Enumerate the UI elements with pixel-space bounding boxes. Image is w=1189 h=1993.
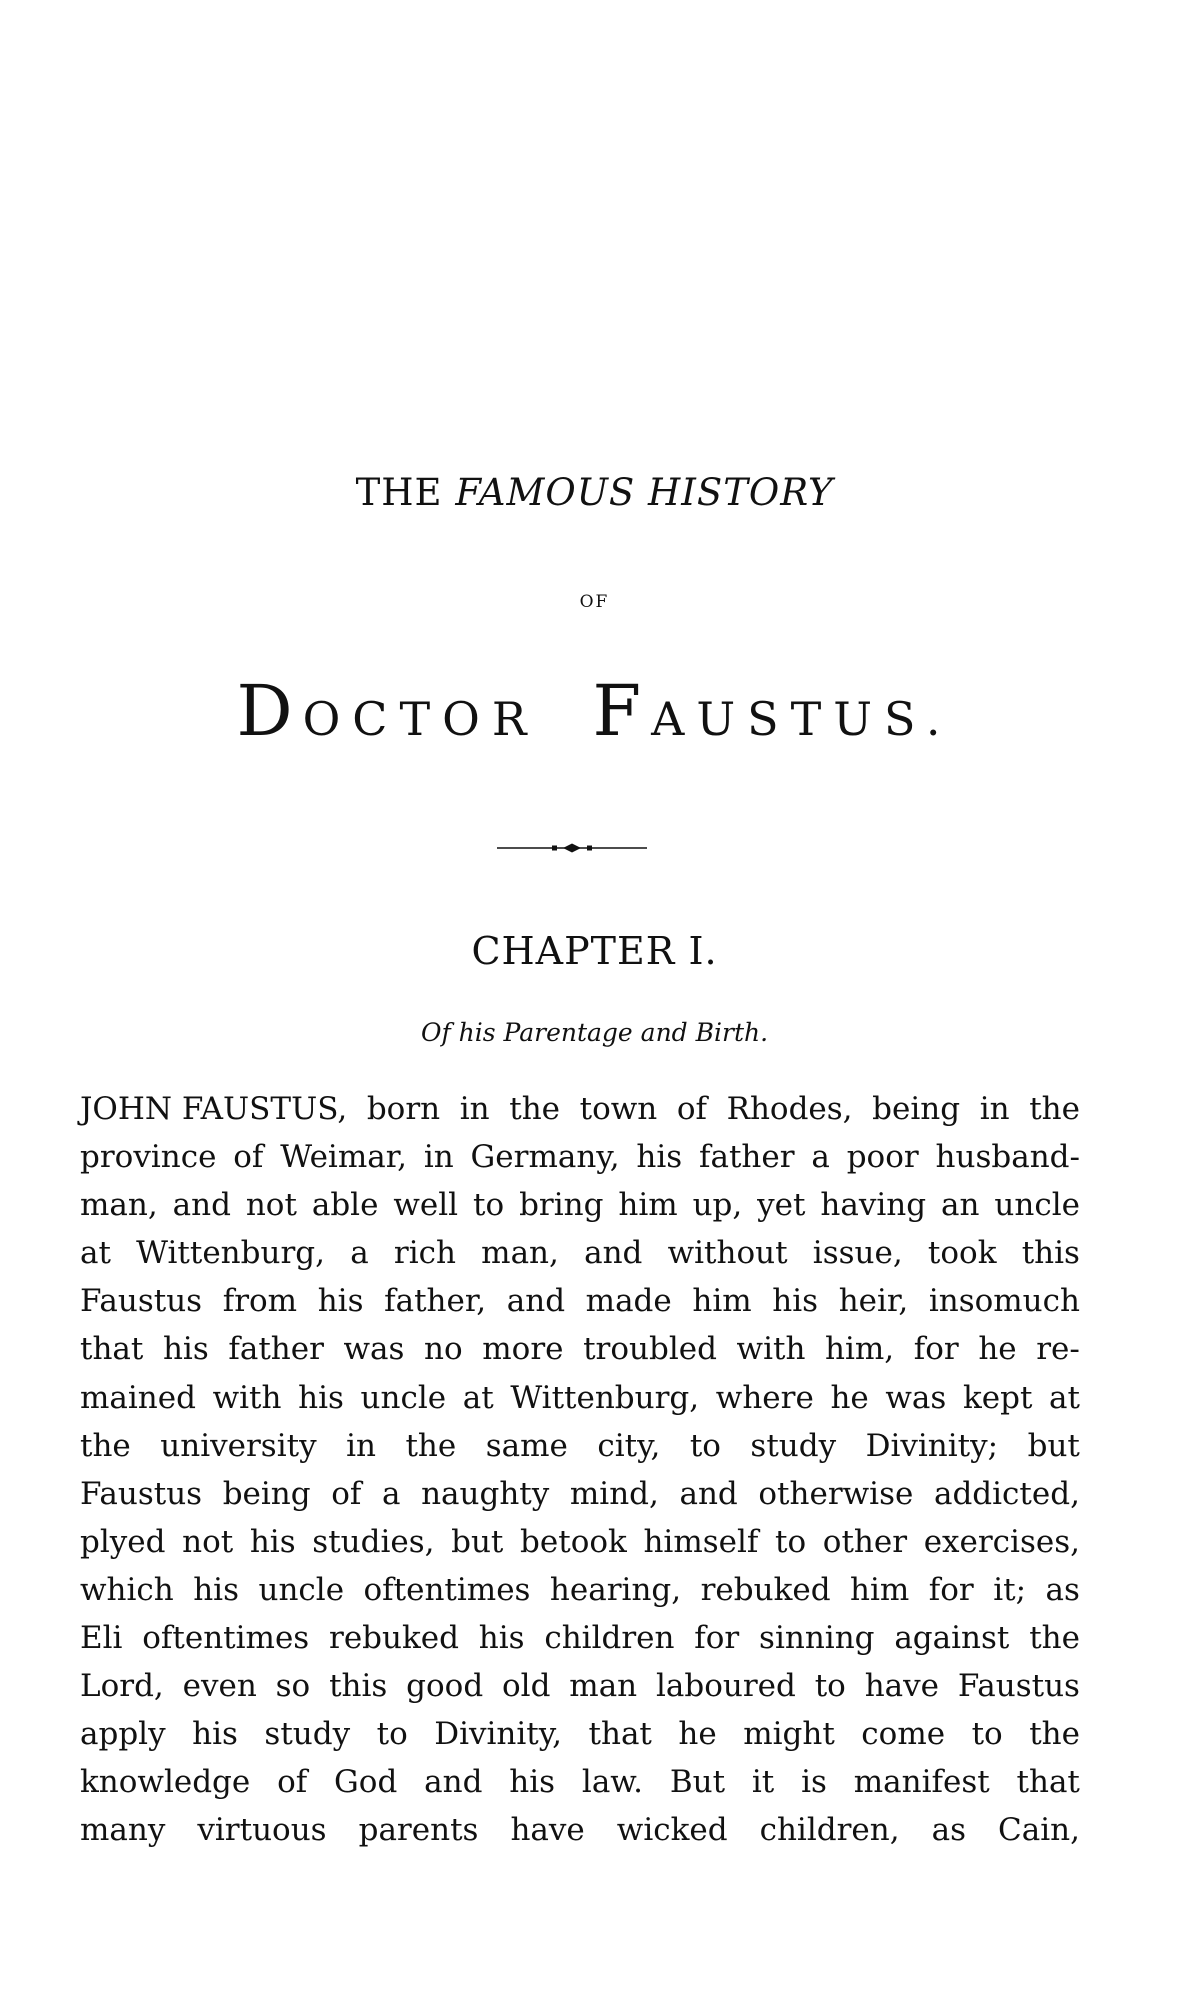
body-word: the [1029,1620,1080,1657]
body-word: Wittenburg, [510,1379,700,1416]
body-word: with [736,1331,806,1368]
body-word: his [317,1283,364,1320]
title-connector-of: OF [579,592,610,612]
body-word: against [894,1620,1010,1657]
body-word: manifest [853,1764,990,1801]
body-word: in [459,1091,490,1127]
body-word: man, [481,1235,559,1272]
body-word: father, [384,1283,487,1320]
body-word: being [222,1475,311,1512]
body-word: good [406,1668,484,1705]
body-word: and [424,1764,483,1801]
body-word: a [350,1235,369,1272]
body-word: study [750,1427,837,1464]
body-word: study [264,1716,351,1753]
title-word2-rest: AUSTUS. [651,692,953,746]
body-word: it [751,1764,775,1801]
body-word: university [160,1427,317,1464]
running-title-prefix: THE [355,471,443,514]
body-word: himself [643,1523,759,1560]
body-word: troubled [583,1331,717,1368]
body-word: husband- [935,1139,1080,1176]
body-word: at [80,1235,111,1272]
body-word: come [861,1716,946,1753]
body-word: not [182,1523,234,1560]
body-word: him [692,1283,752,1320]
body-word: uncle [258,1571,345,1608]
body-word: the [1029,1716,1080,1753]
body-word: his [249,1523,296,1560]
body-word: oftentimes [363,1571,531,1608]
body-word: in [423,1139,454,1176]
body-line [80,1133,1080,1181]
body-word: insomuch [928,1283,1080,1320]
body-word: he [830,1379,869,1416]
chapter-heading: CHAPTER I. [471,929,718,973]
body-word: but [451,1523,504,1560]
body-word: Rhodes, [726,1091,853,1127]
body-word: Germany, [470,1139,620,1176]
body-word: and [584,1235,643,1272]
body-word: yet [757,1187,806,1224]
body-word: that [588,1716,652,1753]
body-word: more [482,1331,564,1368]
title-word2-initial: F [592,670,652,752]
body-word: but [1027,1427,1080,1464]
body-word: father [699,1139,795,1176]
body-line [80,1325,1080,1373]
body-word: to [473,1187,505,1224]
body-word: was [885,1379,947,1416]
running-title-italic: FAMOUS HISTORY [455,471,834,514]
body-word: took [927,1235,997,1272]
body-word: for [928,1571,974,1608]
body-word: from [222,1283,298,1320]
title-word1-rest: OCTOR [302,692,539,746]
body-word: he [978,1331,1017,1368]
body-word: naughty [421,1475,550,1512]
body-word: children, [759,1812,900,1849]
body-word: exercises, [923,1523,1080,1560]
body-word: it; [993,1571,1027,1608]
body-word: in [346,1427,376,1464]
body-line [80,1470,1080,1518]
body-word: oftentimes [142,1620,310,1657]
body-word: heir, [838,1283,909,1320]
body-word: province [80,1139,217,1176]
body-word: Cain, [998,1812,1080,1849]
body-word: Faustus [957,1668,1080,1705]
body-word: Eli [80,1620,123,1657]
body-word: with [212,1379,282,1416]
body-word: the [1029,1091,1080,1127]
body-word: being [872,1091,961,1127]
body-word: this [1021,1235,1080,1272]
body-word: having [820,1187,927,1224]
body-word: without [667,1235,788,1272]
body-word: Lord, [80,1668,164,1705]
body-word: laboured [655,1668,796,1705]
body-word: as [1045,1571,1080,1608]
body-word: apply [80,1716,166,1753]
body-word: well [393,1187,459,1224]
body-word: in [979,1091,1010,1127]
body-word: and [679,1475,738,1512]
body-word: addicted, [933,1475,1080,1512]
body-word: God [334,1764,398,1801]
body-word: his [478,1620,525,1657]
body-word: Divinity; [865,1427,999,1464]
body-word: poor [846,1139,919,1176]
body-word: to [689,1427,721,1464]
body-word: betook [520,1523,627,1560]
divider-ornament [497,842,647,854]
body-word: this [329,1668,388,1705]
body-word: rebuked [329,1620,459,1657]
body-word: born [366,1091,441,1127]
body-word: to [775,1523,807,1560]
body-line [80,1566,1080,1614]
body-word: uncle [994,1187,1080,1224]
body-word: for [913,1331,959,1368]
body-line [80,1277,1080,1325]
body-word: him [618,1187,678,1224]
body-word: an [941,1187,980,1224]
body-word: he [678,1716,717,1753]
body-word: him [850,1571,910,1608]
body-word: Faustus [80,1475,203,1512]
body-word: virtuous [197,1812,327,1849]
body-word: the [509,1091,561,1127]
body-word: that [1016,1764,1080,1801]
body-word: of [676,1091,707,1127]
body-word: same [485,1427,568,1464]
body-word: law. [581,1764,644,1801]
body-word: mind, [569,1475,659,1512]
body-line [80,1662,1080,1710]
body-word: able [311,1187,379,1224]
body-word: Wittenburg, [136,1235,325,1272]
body-line [80,1181,1080,1229]
body-word: re- [1036,1331,1080,1368]
body-line [80,1422,1080,1470]
body-word: city, [597,1427,661,1464]
body-word: is [801,1764,827,1801]
body-word: at [1049,1379,1080,1416]
body-word: of [233,1139,264,1176]
body-word: wicked [616,1812,728,1849]
running-title [0,471,1189,514]
body-word: his [772,1283,819,1320]
body-word: his [636,1139,683,1176]
body-word: his [192,1716,238,1753]
title-word1-initial: D [236,670,303,752]
body-word: and [506,1283,566,1320]
body-word: have [864,1668,939,1705]
body-word: his [509,1764,556,1801]
body-word: at [462,1379,494,1416]
body-word: no [424,1331,463,1368]
body-line [80,1710,1080,1758]
body-word: town [579,1091,658,1127]
book-title [0,670,1189,752]
body-word: rebuked [700,1571,831,1608]
body-word: not [245,1187,297,1224]
body-line [80,1518,1080,1566]
body-word: and [172,1187,231,1224]
body-word: man [569,1668,638,1705]
body-word: man, [80,1187,158,1224]
body-line [80,1758,1080,1806]
body-word: JOHN FAUSTUS, [80,1091,348,1127]
body-word: a [381,1475,401,1512]
body-word: sinning [759,1620,875,1657]
body-word: have [510,1812,585,1849]
body-word: for [694,1620,740,1657]
body-word: otherwise [758,1475,914,1512]
body-line [80,1229,1080,1277]
body-word: made [585,1283,672,1320]
body-word: uncle [360,1379,447,1416]
body-word: father [228,1331,324,1368]
body-word: to [814,1668,846,1705]
body-word: that [80,1331,144,1368]
body-line [80,1614,1080,1662]
body-word: bring [519,1187,604,1224]
body-word: studies, [312,1523,435,1560]
body-word: other [822,1523,908,1560]
body-word: knowledge [80,1764,251,1801]
chapter-body [80,1085,1080,1855]
body-word: Weimar, [280,1139,407,1176]
body-word: which [80,1571,174,1608]
body-line [80,1374,1080,1422]
body-word: mained [80,1379,196,1416]
chapter-subtitle: Of his Parentage and Birth. [420,1018,769,1047]
body-word: Divinity, [434,1716,563,1753]
body-word: parents [358,1812,479,1849]
body-word: to [971,1716,1003,1753]
body-word: might [743,1716,835,1753]
body-word: his [298,1379,344,1416]
body-word: as [931,1812,966,1849]
body-word: Faustus [80,1283,203,1320]
body-word: a [811,1139,830,1176]
body-word: his [162,1331,209,1368]
body-word: issue, [812,1235,903,1272]
body-word: of [331,1475,362,1512]
body-word: up, [692,1187,743,1224]
body-word: hearing, [549,1571,682,1608]
body-word: plyed [80,1523,166,1560]
body-word: was [343,1331,405,1368]
body-word: the [405,1427,457,1464]
body-word: children [544,1620,675,1657]
body-line [80,1806,1080,1854]
body-word: where [715,1379,814,1416]
body-word: rich [393,1235,456,1272]
body-word: of [277,1764,308,1801]
body-word: old [502,1668,551,1705]
body-word: even [182,1668,257,1705]
body-word: But [669,1764,726,1801]
body-word: to [376,1716,408,1753]
body-word: many [80,1812,166,1849]
body-word: so [275,1668,311,1705]
body-word: his [193,1571,240,1608]
body-word: kept [962,1379,1033,1416]
body-word: him, [825,1331,895,1368]
body-line [80,1085,1080,1133]
body-word: the [80,1427,131,1464]
